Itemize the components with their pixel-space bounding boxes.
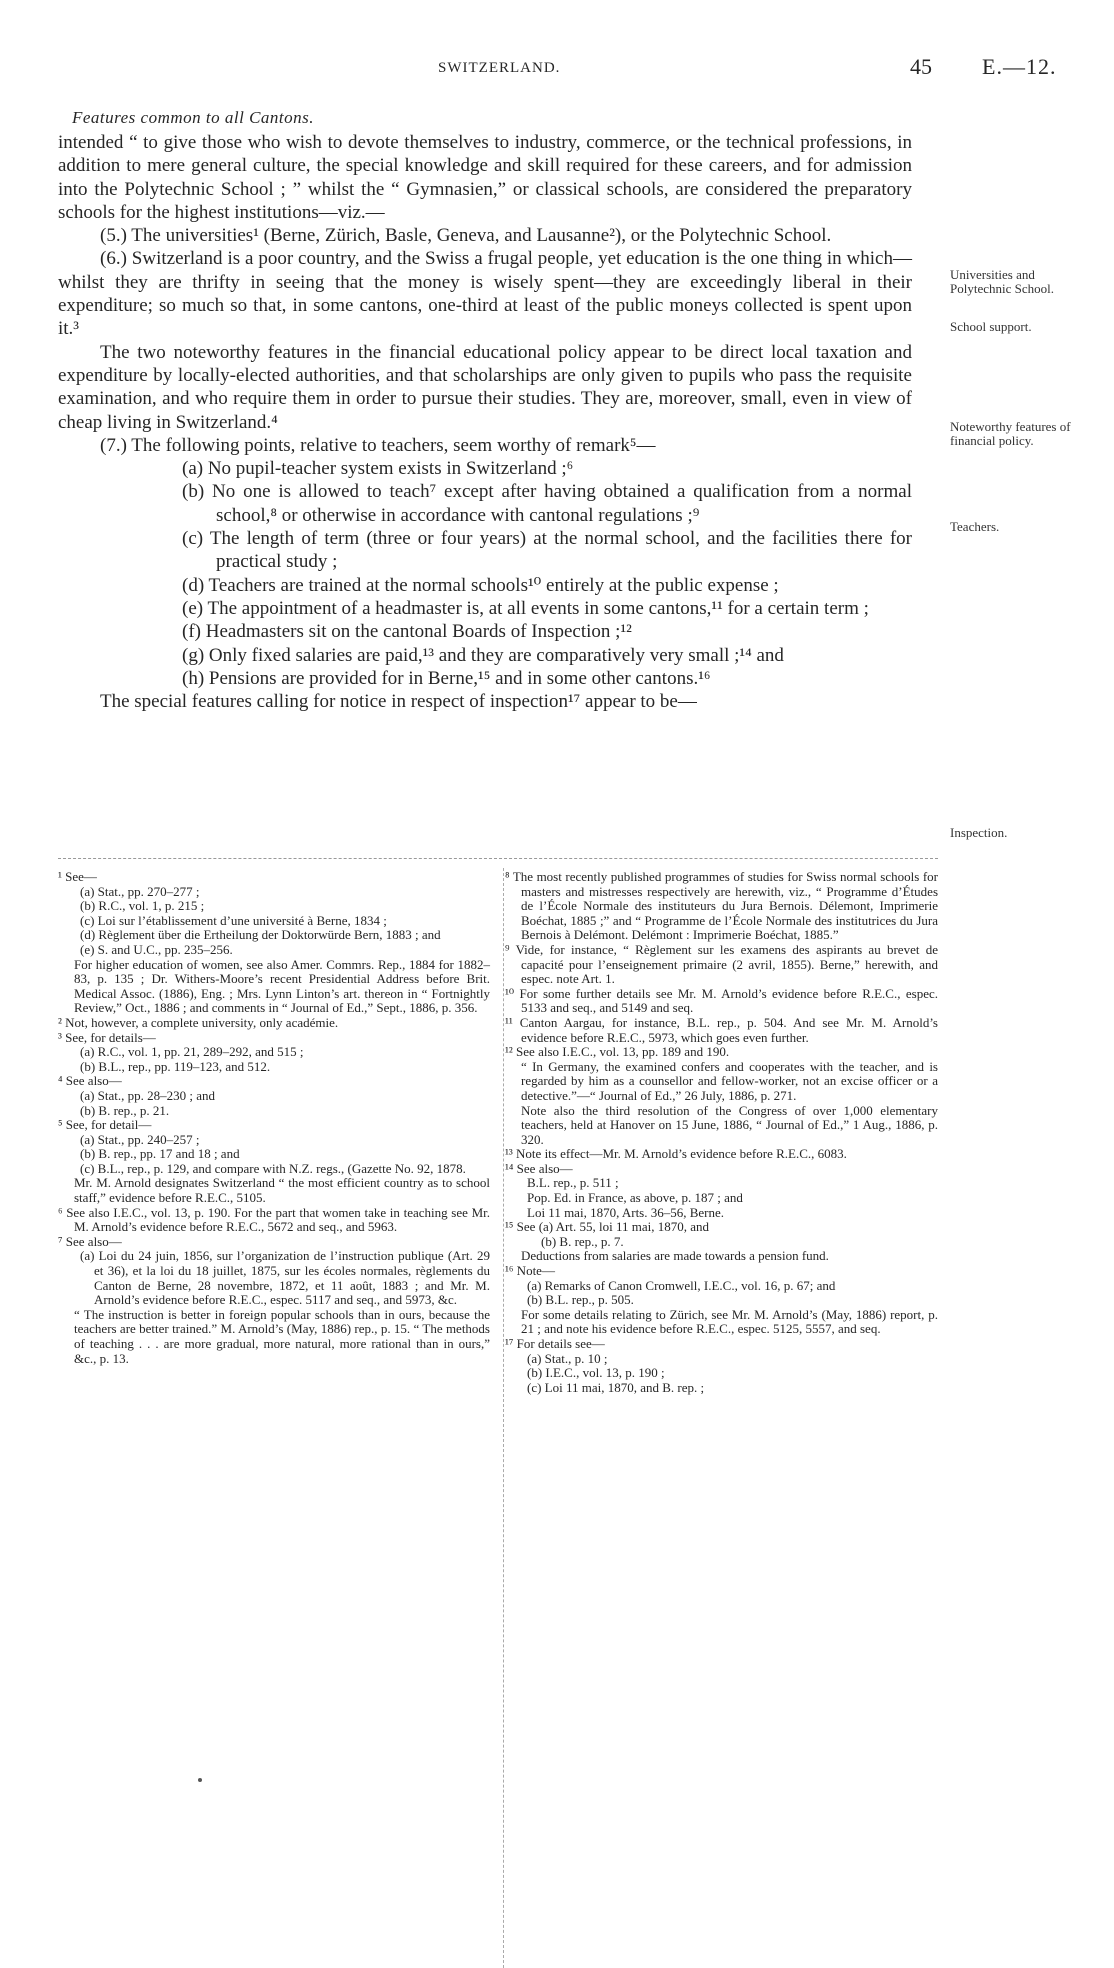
document-code: E.—12. xyxy=(982,54,1057,79)
footnote-item: (e) S. and U.C., pp. 235–256. xyxy=(80,941,233,957)
footnote-item: (a) Stat., p. 10 ; xyxy=(527,1350,608,1366)
footnote-item: Loi 11 mai, 1870, Arts. 36–56, Berne. xyxy=(527,1204,725,1220)
list-item: (e) The appointment of a headmaster is, at all events in some cantons,¹¹ for a certain term ; xyxy=(182,597,869,619)
footnote-text: Deductions from salaries are made towards a pension fund. xyxy=(521,1248,829,1264)
paragraph: (7.) The following points, relative to teachers, seem worthy of remark⁵— xyxy=(100,434,656,456)
footnote-text: “ In Germany, the examined confers and cooperates with the teacher, and is regarded by him as a counsellor and fellow-worker, not an excise officer or a detective.”—“ Journal of Ed.,” 26 July, 1886, p. 271. xyxy=(521,1058,938,1103)
footnotes-right xyxy=(505,870,938,1395)
side-note: Teachers. xyxy=(950,519,1000,534)
footnote: ⁹ Vide, for instance, “ Règlement sur les examens des aspirants au brevet de capacité pour l’enseignement primaire (2 avril, 1855). Berne,” herewith, and espec. note Art. 1. xyxy=(505,941,938,987)
footnote-item: (c) Loi 11 mai, 1870, and B. rep. ; xyxy=(527,1379,705,1395)
list-item: (d) Teachers are trained at the normal schools¹⁰ entirely at the public expense ; xyxy=(182,574,779,596)
page-number: 45 xyxy=(910,54,932,79)
running-head: Features common to all Cantons. xyxy=(72,108,314,127)
list-item: (f) Headmasters sit on the cantonal Boards of Inspection ;¹² xyxy=(182,621,632,643)
footnote: ¹ See— xyxy=(58,869,97,884)
footnote: ¹⁷ For details see— xyxy=(505,1336,605,1351)
footnote-item: (d) Règlement über die Ertheilung der Doktorwürde Bern, 1883 ; and xyxy=(80,927,441,943)
footnote-item: (c) B.L., rep., p. 129, and compare with N.Z. regs., (Gazette No. 92, 1878. xyxy=(80,1160,466,1176)
footnote-item: (a) Stat., pp. 28–230 ; and xyxy=(80,1087,216,1103)
footnote: ¹⁰ For some further details see Mr. M. Arnold’s evidence before R.E.C., espec. 5133 and seq., and 5149 and seq. xyxy=(505,985,938,1016)
footnote: ¹⁴ See also— xyxy=(505,1160,573,1176)
main-text xyxy=(58,131,912,713)
footnote: ⁶ See also I.E.C., vol. 13, p. 190. For the part that women take in teaching see Mr. M. Arnold’s evidence before R.E.C., 5672 and seq., and 5963. xyxy=(58,1204,490,1235)
footnote-item: (a) R.C., vol. 1, pp. 21, 289–292, and 515 ; xyxy=(80,1044,304,1060)
page-header-title: SWITZERLAND. xyxy=(438,60,561,76)
side-note: Universities and Polytechnic School. xyxy=(950,267,1054,296)
footnote-item: (a) Stat., pp. 240–257 ; xyxy=(80,1131,200,1147)
paragraph: intended “ to give those who wish to devote themselves to industry, commerce, or the technical professions, in addition to mere general culture, the special knowledge and skill required for these careers, and for admission into the Polytechnic School ; ” whilst the “ Gymnasien,” or classical schools, are considered the preparatory schools for the highest institutions—viz.— xyxy=(58,132,912,223)
footnote-text: “ The instruction is better in foreign popular schools than in ours, because the teachers are better trained.” M. Arnold’s (May, 1886) rep., p. 15. “ The methods of teaching . . . are more gradual, more natural, more rational than in ours,” &c., p. 13. xyxy=(74,1306,490,1366)
list-item: (h) Pensions are provided for in Berne,¹⁵ and in some other cantons.¹⁶ xyxy=(182,667,711,689)
paragraph: (5.) The universities¹ (Berne, Zürich, Basle, Geneva, and Lausanne²), or the Polytechnic School. xyxy=(100,225,832,247)
paragraph: The two noteworthy features in the financial educational policy appear to be direct local taxation and expenditure by locally-elected authorities, and that scholarships are only given to pupils who pass the requisite examination, and who require them in order to pursue their studies. They are, moreover, small, even in view of cheap living in Switzerland.⁴ xyxy=(58,341,912,433)
footnote-item: (b) B. rep., p. 7. xyxy=(541,1233,624,1249)
footnote-item: (a) Remarks of Canon Cromwell, I.E.C., vol. 16, p. 67; and xyxy=(527,1277,836,1293)
footnote-item: (b) B. rep., pp. 17 and 18 ; and xyxy=(80,1146,240,1162)
footnote-divider xyxy=(58,858,938,859)
footnote-item: Pop. Ed. in France, as above, p. 187 ; and xyxy=(527,1190,743,1206)
footnote-item: (b) B.L., rep., pp. 119–123, and 512. xyxy=(80,1058,271,1074)
footnote-text: For some details relating to Zürich, see Mr. M. Arnold’s (May, 1886) report, p. 21 ; and note his evidence before R.E.C., espec. 5125, 5557, and seq. xyxy=(521,1306,938,1337)
footnote-item: (b) B.L. rep., p. 505. xyxy=(527,1292,634,1308)
footnote: ¹³ Note its effect—Mr. M. Arnold’s evidence before R.E.C., 6083. xyxy=(505,1146,847,1162)
footnote: ⁴ See also— xyxy=(58,1073,122,1089)
print-speck xyxy=(198,1778,202,1782)
list-item: (c) The length of term (three or four years) at the normal school, and the facilities there for practical study ; xyxy=(182,528,912,573)
footnote: ¹² See also I.E.C., vol. 13, pp. 189 and 190. xyxy=(505,1044,730,1060)
footnote: ⁷ See also— xyxy=(58,1233,122,1249)
footnote: ¹⁶ Note— xyxy=(505,1263,555,1279)
footnote-item: (a) Stat., pp. 270–277 ; xyxy=(80,883,200,899)
footnote: ¹⁵ See (a) Art. 55, loi 11 mai, 1870, and xyxy=(505,1219,709,1235)
footnote-item: (a) Loi du 24 juin, 1856, sur l’organization de l’instruction publique (Art. 29 et 36), et la loi du 18 juillet, 1875, sur les écoles normales, règlements du Canton de Berne, 28 novembre, 1872, et 11 août, 1883 ; and Mr. M. Arnold’s evidence before R.E.C., espec. 5117 and seq., and 5973, &c. xyxy=(80,1248,490,1308)
paragraph: The special features calling for notice in respect of inspection¹⁷ appear to be— xyxy=(100,691,697,713)
list-item: (a) No pupil-teacher system exists in Switzerland ;⁶ xyxy=(182,458,574,480)
side-note: Noteworthy features of financial policy. xyxy=(950,419,1071,448)
footnote-text: Note also the third resolution of the Congress of over 1,000 elementary teachers, held at Hanover on 15 June, 1886, “ Journal of Ed.,” 1 Aug., 1886, p. 320. xyxy=(521,1102,938,1147)
side-note: Inspection. xyxy=(950,825,1008,840)
paragraph: (6.) Switzerland is a poor country, and the Swiss a frugal people, yet education is the one thing in which—whilst they are thrifty in seeing that the money is wisely spent—they are exceedingly liberal in their expenditure; so much so that, in some cantons, one-third at least of the public moneys collected is spent upon it.³ xyxy=(58,248,912,340)
footnote: ⁵ See, for detail— xyxy=(58,1117,152,1133)
side-note: School support. xyxy=(950,319,1032,334)
footnote: ¹¹ Canton Aargau, for instance, B.L. rep., p. 504. And see Mr. M. Arnold’s evidence before R.E.C., 5973, which goes even further. xyxy=(505,1014,938,1045)
footnote-item: (b) I.E.C., vol. 13, p. 190 ; xyxy=(527,1365,665,1381)
footnote: ² Not, however, a complete university, only académie. xyxy=(58,1014,339,1030)
list-item: (b) No one is allowed to teach⁷ except after having obtained a qualification from a normal school,⁸ or otherwise in accordance with cantonal regulations ;⁹ xyxy=(182,481,912,526)
footnotes-left xyxy=(58,870,490,1366)
footnote: ⁸ The most recently published programmes of studies for Swiss normal schools for masters and mistresses respectively are herewith, viz., “ Programme d’Études de l’École Normale des instituteurs du Jura Bernois. Délemont, Imprimerie Boéchat, 1885 ;” and “ Programme de l’École Normale des institutrices du Jura Bernois à Delémont. Delémont : Imprimerie Boéchat, 1885.” xyxy=(505,869,938,943)
list-item: (g) Only fixed salaries are paid,¹³ and they are comparatively very small ;¹⁴ and xyxy=(182,644,784,666)
footnote-text: Mr. M. Arnold designates Switzerland “ the most efficient country as to school staff,” evidence before R.E.C., 5105. xyxy=(74,1175,490,1206)
footnote-item: (b) B. rep., p. 21. xyxy=(80,1102,170,1118)
footnote: ³ See, for details— xyxy=(58,1029,156,1045)
footnote-item: (b) R.C., vol. 1, p. 215 ; xyxy=(80,898,205,914)
footnote-text: For higher education of women, see also Amer. Commrs. Rep., 1884 for 1882–83, p. 135 ; Dr. Withers-Moore’s recent Presidential Address before Brit. Medical Assoc. (1886), Eng. ; Mrs. Lynn Linton’s art. thereon in “ Fortnightly Review,” Oct., 1886 ; and comments in “ Journal of Ed.,” Sept., 1886, p. 356. xyxy=(74,956,490,1016)
column-divider xyxy=(503,868,504,1968)
footnote-item: (c) Loi sur l’établissement d’une université à Berne, 1834 ; xyxy=(80,912,387,928)
footnote-item: B.L. rep., p. 511 ; xyxy=(527,1175,619,1191)
